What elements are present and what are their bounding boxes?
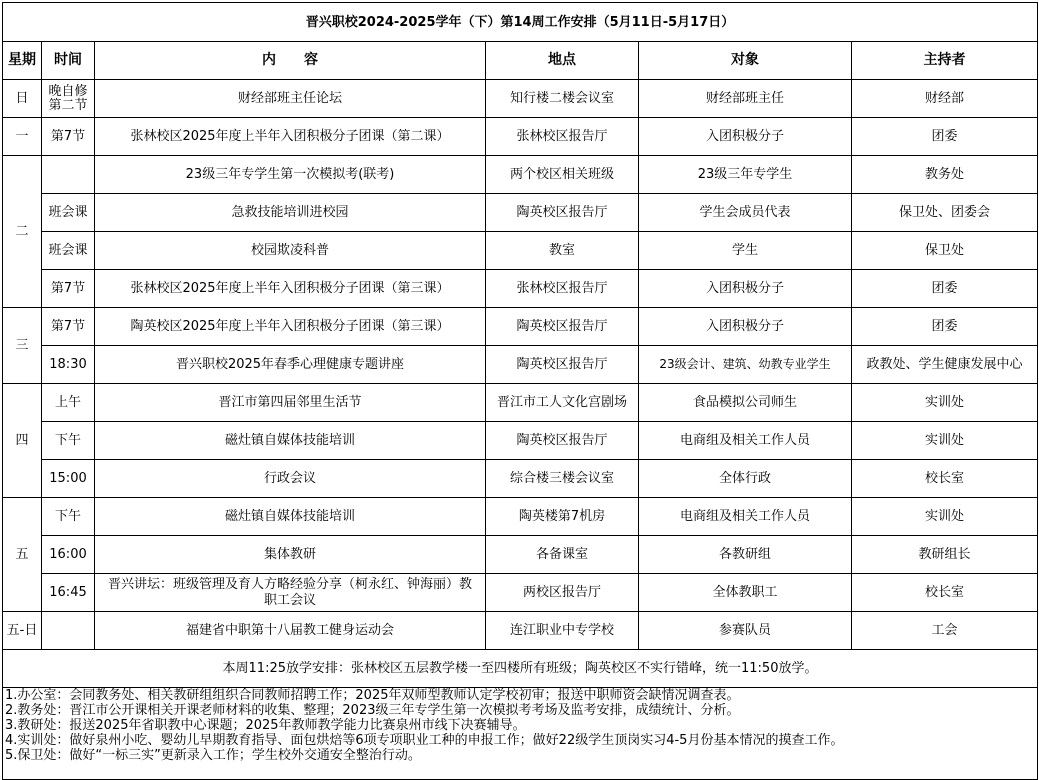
audience-cell: 入团积极分子: [639, 118, 852, 156]
content-cell: 晋江市第四届邻里生活节: [95, 384, 486, 422]
title-row: [3, 3, 1038, 42]
audience-cell: 入团积极分子: [639, 308, 852, 346]
audience-cell: 财经部班主任: [639, 80, 852, 118]
audience-cell: 食品模拟公司师生: [639, 384, 852, 422]
header-host: 主持者: [852, 42, 1038, 80]
time-cell: 班会课: [42, 194, 95, 232]
audience-cell: 学生会成员代表: [639, 194, 852, 232]
content-cell: 集体教研: [95, 536, 486, 574]
content-cell: 陶英校区2025年度上半年入团积极分子团课（第三课）: [95, 308, 486, 346]
host-cell: 团委: [852, 308, 1038, 346]
time-cell: 第7节: [42, 118, 95, 156]
audience-cell: 23级三年专学生: [639, 156, 852, 194]
table-row: [3, 460, 1038, 498]
location-cell: 知行楼二楼会议室: [486, 80, 639, 118]
time-cell: 班会课: [42, 232, 95, 270]
location-cell: 两校区报告厅: [486, 574, 639, 612]
location-cell: 各备课室: [486, 536, 639, 574]
host-cell: 实训处: [852, 384, 1038, 422]
table-row: [3, 422, 1038, 460]
host-cell: 教务处: [852, 156, 1038, 194]
content-cell: 磁灶镇自媒体技能培训: [95, 422, 486, 460]
time-cell: 16:00: [42, 536, 95, 574]
location-cell: 教室: [486, 232, 639, 270]
host-cell: 实训处: [852, 422, 1038, 460]
table-row: [3, 194, 1038, 232]
day-cell-sun: 日: [3, 80, 42, 118]
time-cell: 下午: [42, 498, 95, 536]
notice-row: [3, 650, 1038, 688]
table-row: [3, 384, 1038, 422]
audience-cell: 电商组及相关工作人员: [639, 498, 852, 536]
table-row: [3, 498, 1038, 536]
host-cell: 教研组长: [852, 536, 1038, 574]
audience-cell: 23级会计、建筑、幼教专业学生: [639, 346, 852, 384]
note-teaching-research: 3.教研处：报送2025年省职教中心课题；2025年教师教学能力比赛泉州市线下决赛辅导。: [5, 718, 526, 733]
host-cell: 校长室: [852, 574, 1038, 612]
location-cell: 晋江市工人文化宫剧场: [486, 384, 639, 422]
table-row: [3, 536, 1038, 574]
time-cell: 晚自修第二节: [42, 80, 95, 118]
table-row: [3, 308, 1038, 346]
host-cell: 工会: [852, 612, 1038, 650]
host-cell: 团委: [852, 270, 1038, 308]
audience-cell: 学生: [639, 232, 852, 270]
note-security: 5.保卫处：做好“一标三实”更新录入工作；学生校外交通安全整治行动。: [5, 748, 421, 763]
content-cell: 张林校区2025年度上半年入团积极分子团课（第三课）: [95, 270, 486, 308]
header-time: 时间: [42, 42, 95, 80]
audience-cell: 全体教职工: [639, 574, 852, 612]
host-cell: 保卫处: [852, 232, 1038, 270]
time-cell: 上午: [42, 384, 95, 422]
content-cell: 磁灶镇自媒体技能培训: [95, 498, 486, 536]
time-cell: 16:45: [42, 574, 95, 612]
host-cell: 财经部: [852, 80, 1038, 118]
host-cell: 政教处、学生健康发展中心: [852, 346, 1038, 384]
content-cell: 福建省中职第十八届教工健身运动会: [95, 612, 486, 650]
note-academic-affairs: 2.教务处：晋江市公开课相关开课老师材料的收集、整理；2023级三年专学生第一次模拟考考场及监考安排，成绩统计、分析。: [5, 703, 740, 718]
content-cell: 晋兴讲坛：班级管理及育人方略经验分享（柯永红、钟海丽）教职工会议: [95, 574, 486, 612]
time-cell: [42, 156, 95, 194]
time-cell: [42, 612, 95, 650]
host-cell: 实训处: [852, 498, 1038, 536]
header-row: [3, 42, 1038, 80]
time-cell: 第7节: [42, 308, 95, 346]
host-cell: 校长室: [852, 460, 1038, 498]
header-content: 内 容: [95, 42, 486, 80]
day-cell-tue: 二: [3, 156, 42, 308]
host-cell: 保卫处、团委会: [852, 194, 1038, 232]
location-cell: 张林校区报告厅: [486, 270, 639, 308]
notes-row: [3, 688, 1038, 780]
table-row: [3, 80, 1038, 118]
day-cell-mon: 一: [3, 118, 42, 156]
time-cell: 15:00: [42, 460, 95, 498]
department-notes: [3, 688, 1038, 780]
dismissal-notice: 本周11:25放学安排：张林校区五层教学楼一至四楼所有班级；陶英校区不实行错峰，统一11:50放学。: [3, 650, 1038, 688]
header-audience: 对象: [639, 42, 852, 80]
content-cell: 晋兴职校2025年春季心理健康专题讲座: [95, 346, 486, 384]
header-day: 星期: [3, 42, 42, 80]
host-cell: 团委: [852, 118, 1038, 156]
time-cell: 下午: [42, 422, 95, 460]
location-cell: 张林校区报告厅: [486, 118, 639, 156]
audience-cell: 各教研组: [639, 536, 852, 574]
location-cell: 陶英楼第7机房: [486, 498, 639, 536]
content-cell: 财经部班主任论坛: [95, 80, 486, 118]
location-cell: 综合楼三楼会议室: [486, 460, 639, 498]
day-cell-wed: 三: [3, 308, 42, 384]
page-title: 晋兴职校2024-2025学年（下）第14周工作安排（5月11日-5月17日）: [3, 3, 1038, 42]
location-cell: 陶英校区报告厅: [486, 308, 639, 346]
header-location: 地点: [486, 42, 639, 80]
content-cell: 张林校区2025年度上半年入团积极分子团课（第二课）: [95, 118, 486, 156]
day-cell-fri-sun: 五-日: [3, 612, 42, 650]
note-office: 1.办公室：会同教务处、相关教研组组织合同教师招聘工作；2025年双师型教师认定学校初审；报送中职师资会缺情况调查表。: [5, 688, 740, 703]
day-cell-thu: 四: [3, 384, 42, 498]
table-row: [3, 574, 1038, 612]
location-cell: 陶英校区报告厅: [486, 422, 639, 460]
audience-cell: 参赛队员: [639, 612, 852, 650]
table-row: [3, 346, 1038, 384]
audience-cell: 入团积极分子: [639, 270, 852, 308]
content-cell: 急救技能培训进校园: [95, 194, 486, 232]
schedule-table: [2, 2, 1038, 780]
time-cell: 第7节: [42, 270, 95, 308]
time-cell: 18:30: [42, 346, 95, 384]
location-cell: 陶英校区报告厅: [486, 346, 639, 384]
content-cell: 行政会议: [95, 460, 486, 498]
day-cell-fri: 五: [3, 498, 42, 612]
location-cell: 陶英校区报告厅: [486, 194, 639, 232]
table-row: [3, 156, 1038, 194]
note-training: 4.实训处：做好泉州小吃、婴幼儿早期教育指导、面包烘焙等6项专项职业工种的申报工作；做好22级学生顶岗实习4-5月份基本情况的摸查工作。: [5, 733, 844, 748]
content-cell: 23级三年专学生第一次模拟考(联考): [95, 156, 486, 194]
audience-cell: 全体行政: [639, 460, 852, 498]
table-row: [3, 270, 1038, 308]
content-cell: 校园欺凌科普: [95, 232, 486, 270]
audience-cell: 电商组及相关工作人员: [639, 422, 852, 460]
location-cell: 连江职业中专学校: [486, 612, 639, 650]
location-cell: 两个校区相关班级: [486, 156, 639, 194]
table-row: [3, 118, 1038, 156]
table-row: [3, 232, 1038, 270]
table-row: [3, 612, 1038, 650]
